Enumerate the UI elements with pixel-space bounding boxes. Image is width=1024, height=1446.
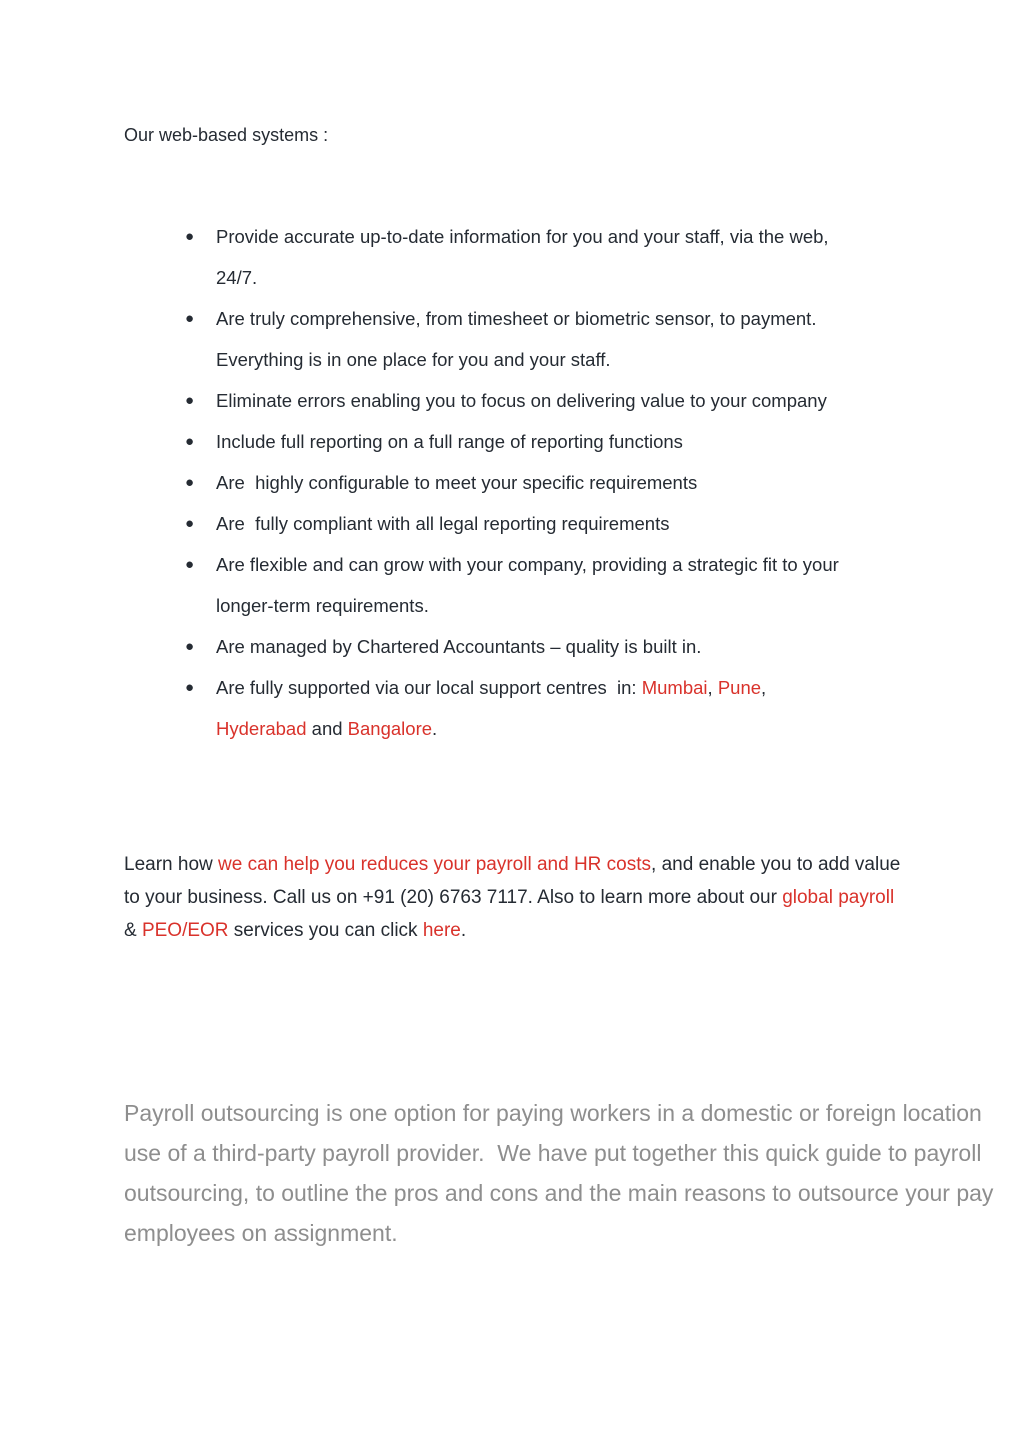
learn-more-paragraph bbox=[124, 848, 904, 947]
paragraph-text: . bbox=[460, 920, 467, 941]
bullet-icon: ● bbox=[185, 392, 195, 409]
pune-link[interactable]: Pune bbox=[717, 677, 762, 698]
list-item-text: Are fully compliant with all legal reporting requirements bbox=[216, 513, 670, 534]
global-payroll-link[interactable]: global payroll bbox=[782, 887, 895, 908]
bullet-icon: ● bbox=[185, 228, 195, 245]
hyderabad-link[interactable]: Hyderabad bbox=[216, 718, 307, 739]
peo-eor-link[interactable]: PEO/EOR bbox=[141, 920, 229, 941]
paragraph-text: & bbox=[124, 887, 900, 941]
list-item bbox=[185, 544, 905, 626]
intro-text: Our web-based systems : bbox=[124, 125, 329, 145]
list-item-text: Include full reporting on a full range of reporting functions bbox=[216, 431, 683, 452]
list-item bbox=[185, 626, 905, 667]
list-item-text: Eliminate errors enabling you to focus on delivering value to your company bbox=[216, 390, 827, 411]
bullet-icon: ● bbox=[185, 556, 195, 573]
guide-line: Payroll outsourcing is one option for paying workers in a domestic or foreign location bbox=[124, 1100, 982, 1126]
list-item bbox=[185, 667, 905, 749]
guide-line: employees on assignment. bbox=[124, 1220, 398, 1246]
list-item bbox=[185, 380, 905, 421]
separator-text: and bbox=[306, 718, 348, 739]
list-item-text: Everything is in one place for you and your staff. bbox=[216, 349, 611, 370]
list-item-text: Are fully supported via our local support centres in: bbox=[216, 677, 642, 698]
mumbai-link[interactable]: Mumbai bbox=[641, 677, 708, 698]
list-item-text: Are highly configurable to meet your specific requirements bbox=[216, 472, 698, 493]
features-list bbox=[185, 216, 905, 749]
list-item bbox=[185, 503, 905, 544]
separator-text: . bbox=[432, 718, 438, 739]
bullet-icon: ● bbox=[185, 638, 195, 655]
paragraph-text: Learn how bbox=[124, 854, 219, 875]
paragraph-text: , and enable you to add value to your business. Call us on +91 (20) 6763 7117. Also to learn more about our bbox=[124, 854, 906, 908]
list-item-text: longer-term requirements. bbox=[216, 595, 429, 616]
list-item bbox=[185, 298, 905, 380]
list-item bbox=[185, 421, 905, 462]
guide-line: use of a third-party payroll provider. We have put together this quick guide to payroll bbox=[124, 1140, 982, 1166]
here-link[interactable]: here bbox=[422, 920, 461, 941]
bullet-icon: ● bbox=[185, 515, 195, 532]
bangalore-link[interactable]: Bangalore bbox=[347, 718, 433, 739]
bullet-icon: ● bbox=[185, 310, 195, 327]
reduce-costs-link[interactable]: we can help you reduces your payroll and HR costs bbox=[218, 854, 652, 875]
list-item-text: Are flexible and can grow with your company, providing a strategic fit to your bbox=[216, 554, 839, 575]
paragraph-text: services you can click bbox=[228, 920, 423, 941]
separator-text: , bbox=[707, 677, 718, 698]
list-item bbox=[185, 216, 905, 298]
list-item-text: Are truly comprehensive, from timesheet or biometric sensor, to payment. bbox=[216, 308, 817, 329]
separator-text: , bbox=[761, 677, 767, 698]
bullet-icon: ● bbox=[185, 433, 195, 450]
list-item bbox=[185, 462, 905, 503]
list-item-text: 24/7. bbox=[216, 267, 258, 288]
bullet-icon: ● bbox=[185, 679, 195, 696]
list-item-text: Provide accurate up-to-date information for you and your staff, via the web, bbox=[216, 226, 829, 247]
bullet-icon: ● bbox=[185, 474, 195, 491]
list-item-text: Are managed by Chartered Accountants – quality is built in. bbox=[216, 636, 702, 657]
payroll-guide-paragraph bbox=[124, 1093, 1024, 1253]
guide-line: outsourcing, to outline the pros and cons and the main reasons to outsource your pay bbox=[124, 1180, 994, 1206]
